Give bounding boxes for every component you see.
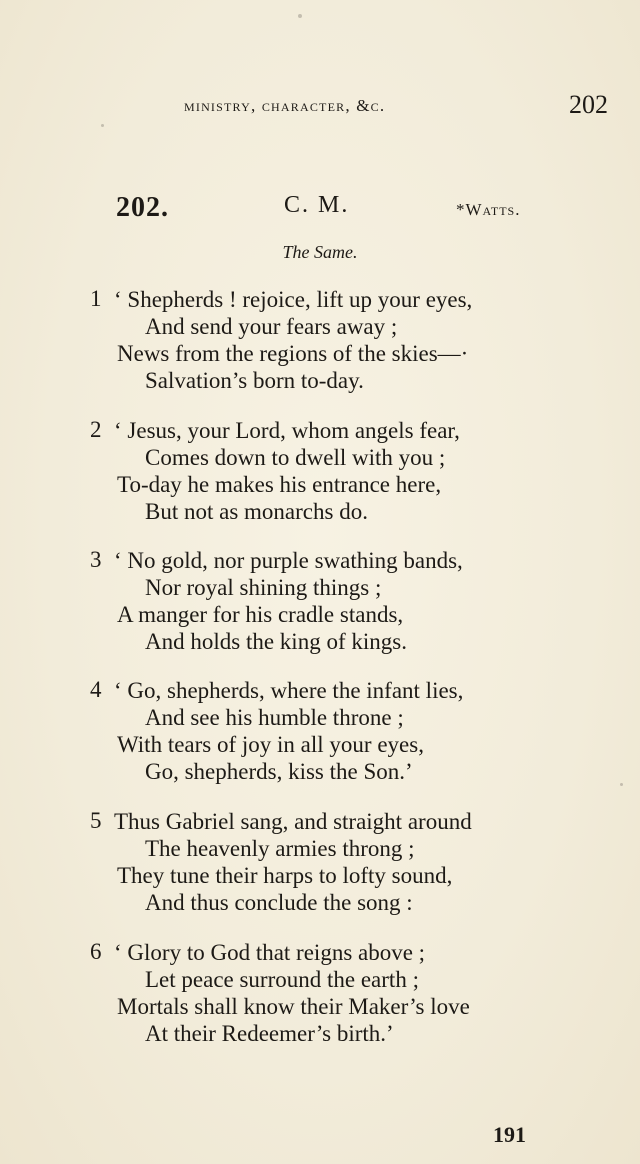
stanza-line: And holds the king of kings.	[145, 629, 407, 654]
stanza-line: Mortals shall know their Maker’s love	[117, 994, 470, 1019]
stanza-line: Salvation’s born to-day.	[145, 368, 364, 393]
stanza-line: Let peace surround the earth ;	[145, 967, 419, 992]
folio-number: 191	[493, 1122, 526, 1147]
hymn-author: *Watts.	[456, 200, 521, 219]
running-head: ministry, character, &c.	[184, 96, 386, 115]
stanza-line: Go, shepherds, kiss the Son.’	[145, 759, 413, 784]
stanza-line: A manger for his cradle stands,	[117, 602, 404, 627]
hymn-number: 202.	[116, 192, 169, 223]
stanza-line: ‘ Jesus, your Lord, whom angels fear,	[114, 418, 460, 443]
paper-speck	[620, 783, 623, 786]
stanza-number: 4	[90, 677, 102, 702]
stanza-number: 2	[90, 417, 102, 442]
stanza-line: ‘ Go, shepherds, where the infant lies,	[114, 678, 464, 703]
stanza-line: Comes down to dwell with you ;	[145, 445, 446, 470]
stanza-line: And send your fears away ;	[145, 314, 398, 339]
page-number: 202	[569, 90, 608, 119]
paper-speck	[101, 124, 104, 127]
paper-speck	[298, 14, 302, 18]
stanza-line: And see his humble throne ;	[145, 705, 404, 730]
stanza-line: The heavenly armies throng ;	[145, 836, 415, 861]
stanza-line: And thus conclude the song :	[145, 890, 413, 915]
stanza-number: 6	[90, 939, 102, 964]
stanza-line: To-day he makes his entrance here,	[117, 472, 442, 497]
hymn-meter: C. M.	[284, 192, 350, 218]
stanza-number: 5	[90, 808, 102, 833]
hymn-subtitle: The Same.	[282, 242, 358, 262]
stanza-line: Thus Gabriel sang, and straight around	[114, 809, 472, 834]
stanza-number: 3	[90, 547, 102, 572]
stanza-number: 1	[90, 286, 102, 311]
stanza-line: With tears of joy in all your eyes,	[117, 732, 424, 757]
stanza-line: But not as monarchs do.	[145, 499, 368, 524]
stanza-line: At their Redeemer’s birth.’	[145, 1021, 394, 1046]
stanza-line: News from the regions of the skies—·	[117, 341, 469, 366]
stanza-line: They tune their harps to lofty sound,	[117, 863, 453, 888]
stanza-line: ‘ Shepherds ! rejoice, lift up your eyes,	[114, 287, 473, 312]
stanza-line: ‘ Glory to God that reigns above ;	[114, 940, 426, 965]
stanza-line: ‘ No gold, nor purple swathing bands,	[114, 548, 463, 573]
stanza-line: Nor royal shining things ;	[145, 575, 382, 600]
